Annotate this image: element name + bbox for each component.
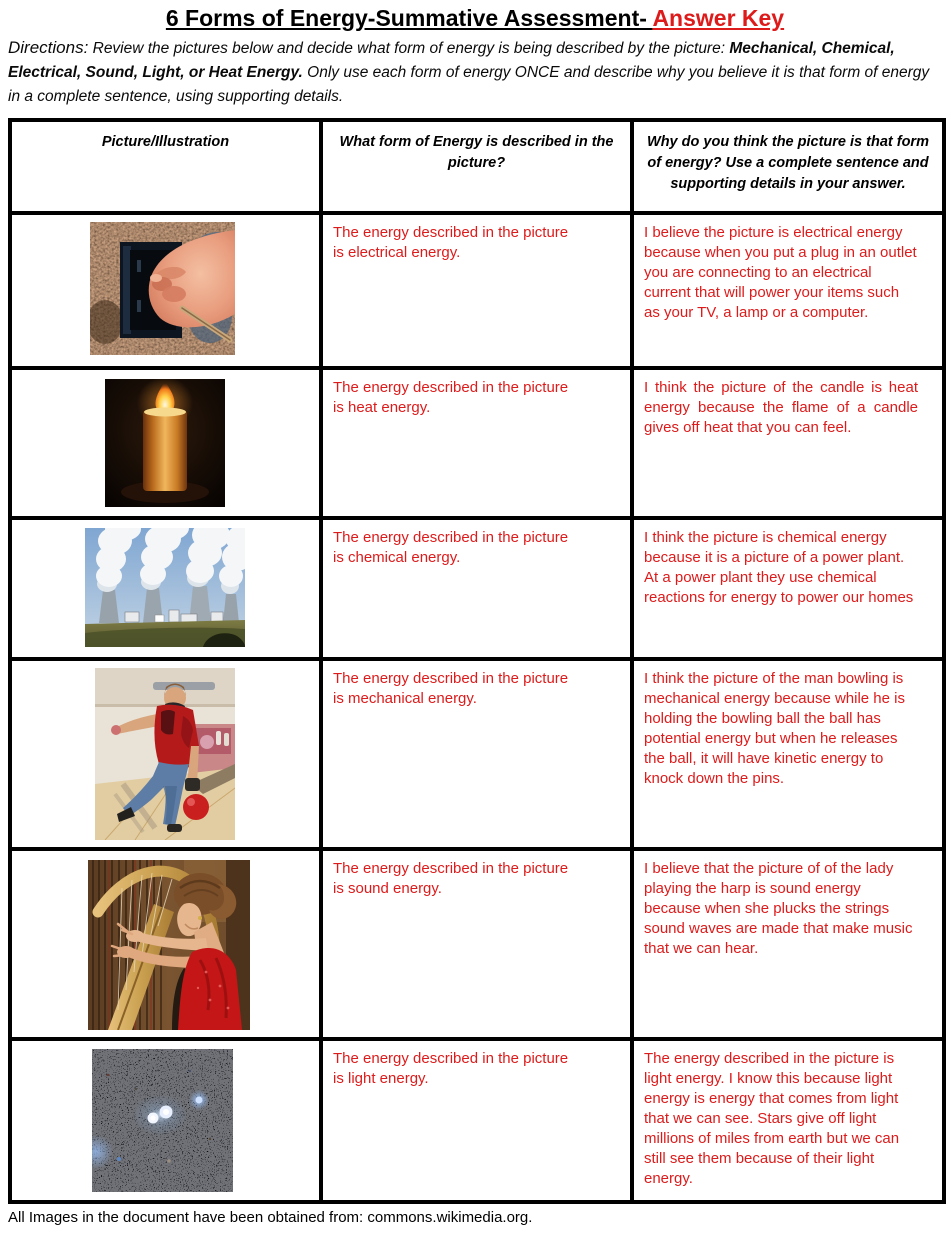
table-header-row xyxy=(10,120,944,213)
table-row xyxy=(10,659,944,849)
directions-body-2: Only use each form of energy ONCE and describe why you believe it is that form of energy in a complete sentence, using supporting details. xyxy=(8,64,930,106)
why-answer-text: I think the picture of the man bowling is mechanical energy because while he is holding the bowling ball the ball has potential energy but when he releases the ball, it will have kinetic energy to knock down the pins. xyxy=(644,670,905,788)
form-answer-text: The energy described in the picture is chemical energy. xyxy=(333,529,569,567)
form-cell-heat xyxy=(321,368,632,518)
form-cell-sound xyxy=(321,849,632,1039)
why-answer-text: I believe that the picture of of the lady playing the harp is sound energy because when she plucks the strings sound waves are made that make music that we can hear. xyxy=(644,860,913,958)
directions-bold-energy-list: Mechanical, Chemical, Electrical, Sound, Light, or Heat Energy. xyxy=(8,40,895,82)
outlet-plug-image xyxy=(90,222,319,355)
why-cell-light xyxy=(632,1039,944,1202)
form-cell-chemical xyxy=(321,518,632,659)
stars-image xyxy=(92,1049,319,1192)
directions-paragraph xyxy=(8,35,942,109)
picture-cell-light xyxy=(10,1039,321,1202)
picture-cell-heat xyxy=(10,368,321,518)
picture-cell-sound xyxy=(10,849,321,1039)
form-answer-text: The energy described in the picture is mechanical energy. xyxy=(333,670,569,708)
why-cell-sound xyxy=(632,849,944,1039)
why-cell-mechanical xyxy=(632,659,944,849)
picture-cell-mechanical xyxy=(10,659,321,849)
image-credit-footer: All Images in the document have been obtained from: commons.wikimedia.org. xyxy=(8,1209,533,1227)
why-answer-text: I think the picture of the candle is heat energy because the flame of a candle gives off heat that you can feel. xyxy=(644,379,918,437)
header-why-question: Why do you think the picture is that form of energy? Use a complete sentence and supporting details in your answer. xyxy=(632,120,944,213)
directions-body-1: Review the pictures below and decide what form of energy is being described by the picture: xyxy=(88,40,730,57)
form-cell-mechanical xyxy=(321,659,632,849)
why-answer-text: The energy described in the picture is light energy. I know this because light energy is energy that comes from light that we can see. Stars give off light millions of miles from earth but we can still see them because of their light energy. xyxy=(644,1050,900,1187)
form-answer-text: The energy described in the picture is sound energy. xyxy=(333,860,569,898)
harp-player-image xyxy=(88,860,319,1030)
why-cell-electrical xyxy=(632,213,944,368)
directions-label: Directions: xyxy=(8,38,89,57)
form-answer-text: The energy described in the picture is light energy. xyxy=(333,1050,569,1088)
form-cell-electrical xyxy=(321,213,632,368)
title-main-text: 6 Forms of Energy-Summative Assessment- xyxy=(165,5,653,31)
table-row xyxy=(10,518,944,659)
picture-cell-electrical xyxy=(10,213,321,368)
form-answer-text: The energy described in the picture is heat energy. xyxy=(333,379,569,417)
bowling-man-image xyxy=(95,668,319,840)
why-answer-text: I think the picture is chemical energy because it is a picture of a power plant. At a power plant they use chemical reactions for energy to power our homes xyxy=(644,529,914,607)
table-row xyxy=(10,213,944,368)
form-answer-text: The energy described in the picture is electrical energy. xyxy=(333,224,569,262)
header-form-of-energy: What form of Energy is described in the picture? xyxy=(321,120,632,213)
why-cell-chemical xyxy=(632,518,944,659)
why-answer-text: I believe the picture is electrical energy because when you put a plug in an outlet you are connecting to an electrical current that will power your items such as your TV, a lamp or a computer. xyxy=(644,224,917,322)
page-title xyxy=(0,5,950,32)
table-row xyxy=(10,849,944,1039)
power-plant-image xyxy=(85,528,319,647)
header-picture-illustration: Picture/Illustration xyxy=(10,120,321,213)
picture-cell-chemical xyxy=(10,518,321,659)
table-row xyxy=(10,1039,944,1202)
energy-assessment-table xyxy=(8,118,946,1204)
table-row xyxy=(10,368,944,518)
title-answer-key-text: Answer Key xyxy=(652,5,785,31)
why-cell-heat xyxy=(632,368,944,518)
form-cell-light xyxy=(321,1039,632,1202)
candle-image xyxy=(105,379,319,507)
